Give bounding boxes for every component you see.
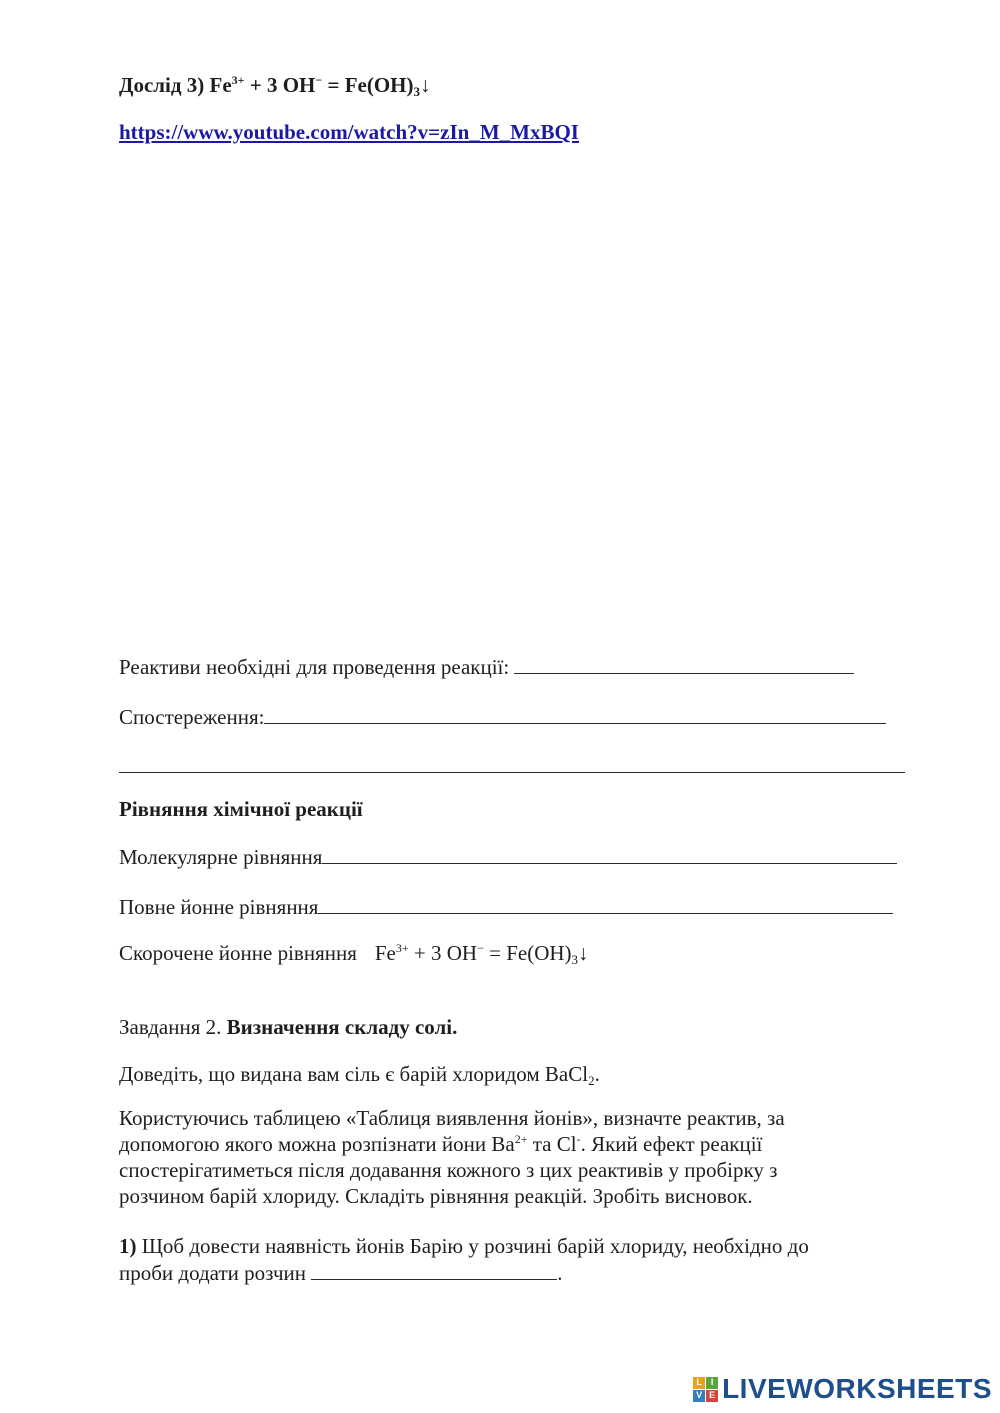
task2-title: Визначення складу солі.	[226, 1015, 458, 1039]
molecular-label: Молекулярне рівняння	[119, 845, 323, 869]
observations-answer-field-2[interactable]	[119, 752, 905, 773]
reagents-answer-field[interactable]	[514, 653, 854, 674]
observations-row	[119, 703, 886, 730]
short-ionic-label: Скорочене йонне рівняння	[119, 941, 357, 965]
item1-answer-field[interactable]	[311, 1259, 557, 1280]
observations-answer-field[interactable]	[264, 703, 886, 724]
observations-continuation-row	[119, 752, 905, 779]
reagents-row	[119, 653, 854, 680]
task2-heading	[119, 1014, 457, 1040]
task2-prove-text: Доведіть, що видана вам сіль є барій хлоридом BaCl$_2$.	[119, 1062, 600, 1088]
liveworksheets-logo-text: LIVEWORKSHEETS	[722, 1373, 992, 1404]
reagents-label: Реактиви необхідні для проведення реакції:	[119, 655, 515, 679]
liveworksheets-logo-mark: L I V E	[693, 1377, 718, 1402]
full-ionic-equation-row	[119, 893, 893, 920]
observations-label: Спостереження:	[119, 705, 265, 729]
liveworksheets-logo	[693, 1373, 992, 1405]
full-ionic-label: Повне йонне рівняння	[119, 895, 319, 919]
video-link-row	[119, 119, 579, 145]
task2-item-1: 1) Щоб довести наявність йонів Барію у розчині барій хлориду, необхідно до проби додати розчин .	[119, 1234, 809, 1285]
short-ionic-equation: $Fe^{3+} + 3$ $OH^- = Fe(OH)_3↓$	[374, 941, 589, 967]
youtube-video-link[interactable]: https://www.youtube.com/watch?v=zIn_M_MxBQI	[119, 120, 579, 144]
item1-number: 1)	[119, 1234, 137, 1258]
experiment-heading: Дослід 3) $Fe^{3+} + 3$ $OH^- = Fe(OH)_3↓$	[119, 73, 431, 99]
task2-instructions: Користуючись таблицею «Таблиця виявлення йонів», визначте реактив, за допомогою якого можна розпізнати йони $Ba^{2+}$ та Cl-. Який ефект реакції спостерігатиметься після додавання кожного з цих реактивів у пробірку з розчином барій хлориду. Складіть рівняння реакцій. Зробіть висновок.	[119, 1106, 785, 1208]
molecular-equation-row	[119, 843, 897, 870]
equation-heading: Рівняння хімічної реакції	[119, 797, 363, 821]
short-ionic-equation-row	[119, 940, 589, 966]
task2-label: Завдання 2.	[119, 1015, 227, 1039]
full-ionic-equation-field[interactable]	[318, 893, 893, 914]
molecular-equation-field[interactable]	[322, 843, 897, 864]
